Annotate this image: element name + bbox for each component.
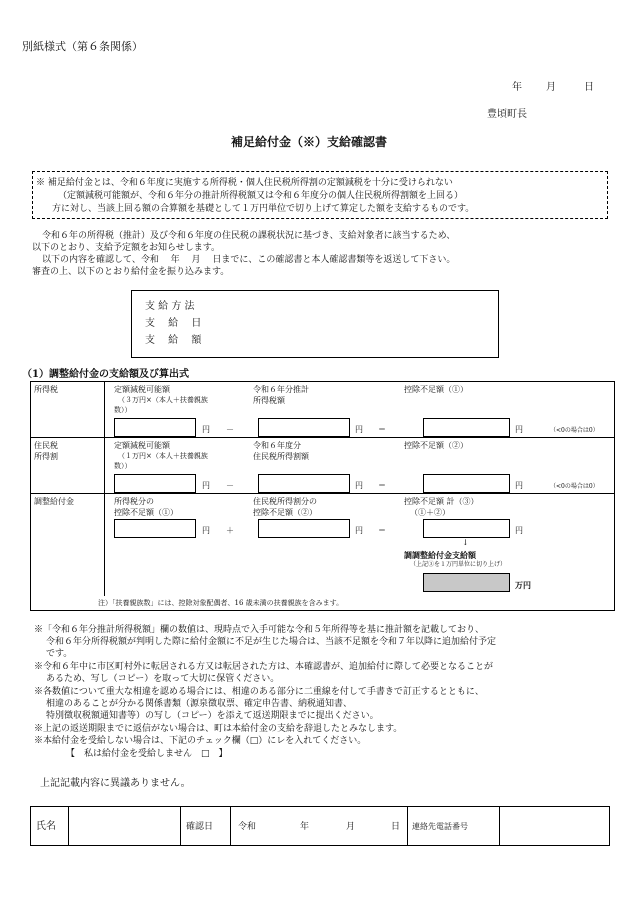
row2-col1-sub: 数）） <box>114 462 132 470</box>
sig-divider <box>180 806 181 846</box>
row3-input-3[interactable] <box>423 519 510 538</box>
year-label: 年 <box>300 822 310 832</box>
yen-unit: 円 <box>515 526 523 535</box>
day-label: 日 <box>391 822 401 832</box>
notice-line: ※ 補足給付金とは、令和６年度に実施する所得税・個人住民税所得割の定額減税を十分に受けられない <box>36 178 453 188</box>
row2-col2-sub: 住民税所得割額 <box>253 452 309 461</box>
result-sub: （上記③を１万円単位に切り上げ） <box>410 561 507 568</box>
row2-input-2[interactable] <box>258 474 350 493</box>
equals-sign: ＝ <box>378 425 386 434</box>
down-arrow-icon: ↓ <box>462 538 469 547</box>
row3-col1-sub: 控除不足額（①） <box>114 508 178 517</box>
sig-divider <box>407 806 408 846</box>
note-line: ※上記の返送期限までに返信がない場合は、町は本給付金の支給を辞退したとみなします。 <box>34 724 403 734</box>
row3-col2-sub: 控除不足額（②） <box>253 508 317 517</box>
calc-heading: （1）調整給付金の支給額及び算出式 <box>22 369 189 380</box>
row2-label: 住民税 <box>34 441 58 450</box>
plus-sign: ＋ <box>226 526 234 535</box>
note-line: 令和６年分所得税額が判明した際に給付金額に不足が生じた場合は、当該不足額を令和７年以降に追加給付予定 <box>46 637 497 647</box>
era-label: 令和 <box>238 822 257 832</box>
name-field[interactable] <box>70 808 178 844</box>
document-title: 補足給付金（※）支給確認書 <box>231 135 388 149</box>
issuer-name: 豊頃町長 <box>487 109 527 120</box>
agreement-text: 上記記載内容に異議ありません。 <box>40 778 191 789</box>
row3-input-2[interactable] <box>258 519 350 538</box>
row1-col3: 控除不足額（①） <box>404 385 468 394</box>
intro-line: 以下のとおり、支給予定額をお知らせします。 <box>32 243 221 253</box>
date-month: 月 <box>546 82 556 93</box>
decline-checkbox-line[interactable]: 【 私は給付金を受給しません □ 】 <box>66 749 228 759</box>
yen-unit: 円 <box>355 526 363 535</box>
notice-line: （定額減税可能額が、令和６年分の推計所得税額又は令和６年度分の個人住民税所得割額を上回る） <box>58 191 464 201</box>
sig-divider <box>499 806 500 846</box>
result-amount-box[interactable] <box>423 573 510 592</box>
yen-unit: 円 <box>202 481 210 490</box>
calc-table <box>30 381 615 611</box>
row2-col3: 控除不足額（②） <box>404 441 468 450</box>
row2-label-sub: 所得割 <box>34 452 58 461</box>
minus-sign: － <box>226 481 234 490</box>
row3-col2: 住民税所得割分の <box>253 497 317 506</box>
row2-col1-sub: （１万円×（本人＋扶養親族 <box>118 452 208 460</box>
row2-input-3[interactable] <box>423 474 510 493</box>
row2-input-1[interactable] <box>114 474 196 493</box>
minus-sign: － <box>226 425 234 434</box>
man-yen-unit: 万円 <box>515 580 531 590</box>
note-line: ※令和６年中に市区町村外に転居される方又は転居された方は、本確認書が、追加給付に際して必要となることが <box>34 662 494 672</box>
notice-line: 方に対し、当該上回る額の合算額を基礎として１万円単位で切り上げて算定した額を支給するものです。 <box>52 204 475 214</box>
row1-col1: 定額減税可能額 <box>114 385 170 394</box>
row-divider <box>30 437 615 438</box>
intro-line: 審査の上、以下のとおり給付金を振り込みます。 <box>32 267 230 277</box>
yen-unit: 円 <box>515 481 523 490</box>
yen-unit: 円 <box>355 425 363 434</box>
note-line: 相違のあることが分かる関係書類（源泉徴収票、確定申告書、納税通知書、 <box>46 699 353 709</box>
date-day: 日 <box>584 82 594 93</box>
phone-label: 連絡先電話番号 <box>412 822 468 831</box>
yen-unit: 円 <box>202 425 210 434</box>
note-line: あるため、写し（コピー）を取って大切に保管ください。 <box>46 674 280 684</box>
calc-footnote: 注）「扶養親族数」には、控除対象配偶者、16 歳未満の扶養親族を含みます。 <box>98 599 344 607</box>
row1-input-2[interactable] <box>258 418 350 437</box>
row1-col1-sub: 数）） <box>114 406 132 414</box>
row1-col1-sub: （３万円×（本人＋扶養親族 <box>118 396 208 404</box>
row3-label: 調整給付金 <box>34 497 74 506</box>
intro-line: 令和６年の所得税（推計）及び令和６年度の住民税の課税状況に基づき、支給対象者に該当するため、 <box>42 231 456 241</box>
equals-sign: ＝ <box>378 526 386 535</box>
confirm-date-label: 確認日 <box>186 822 214 832</box>
date-year: 年 <box>512 82 522 93</box>
yen-unit: 円 <box>355 481 363 490</box>
row1-label: 所得税 <box>34 385 58 394</box>
zero-note: （<0の場合は0） <box>550 427 599 434</box>
row-divider <box>30 493 615 494</box>
row1-col2: 令和６年分推計 <box>253 385 309 394</box>
form-label: 別紙様式（第６条関係） <box>22 40 143 53</box>
result-label: 調調整給付金支給額 <box>404 550 476 560</box>
sig-divider <box>68 806 69 846</box>
note-line: です。 <box>46 649 73 659</box>
yen-unit: 円 <box>202 526 210 535</box>
note-line: ※「令和６年分推計所得税額」欄の数値は、現時点で入手可能な令和５年所得等を基に推計額を記載しており、 <box>34 625 485 635</box>
note-line: 特別徴収税額通知書等）の写し（コピー）を添えて返送期限までに提出ください。 <box>46 711 379 721</box>
payment-amount-label: 支 給 額 <box>145 335 202 346</box>
row3-input-1[interactable] <box>114 519 196 538</box>
name-label: 氏名 <box>36 821 56 832</box>
phone-field[interactable] <box>501 808 608 844</box>
row3-col1: 所得税分の <box>114 497 154 506</box>
row1-input-1[interactable] <box>114 418 196 437</box>
row2-col1: 定額減税可能額 <box>114 441 170 450</box>
payment-method-label: 支 給 方 法 <box>145 301 195 312</box>
payment-date-label: 支 給 日 <box>145 318 202 329</box>
note-line: ※本給付金を受給しない場合は、下記のチェック欄（□）にレを入れてください。 <box>34 736 367 746</box>
row3-col3: 控除不足額 計（③） <box>404 497 479 506</box>
row1-col2-sub: 所得税額 <box>253 396 285 405</box>
col-divider <box>104 381 105 596</box>
month-label: 月 <box>346 822 356 832</box>
row2-col2: 令和６年度分 <box>253 441 301 450</box>
sig-divider <box>230 806 231 846</box>
intro-line: 以下の内容を確認して、令和 年 月 日までに、この確認書と本人確認書類等を返送して下さい。 <box>42 255 456 265</box>
equals-sign: ＝ <box>378 481 386 490</box>
row3-col3-sub: （①＋②） <box>410 508 450 517</box>
note-line: ※各数値について重大な相違を認める場合には、相違のある部分に二重線を付して手書きで訂正するとともに、 <box>34 687 484 697</box>
yen-unit: 円 <box>515 425 523 434</box>
zero-note: （<0の場合は0） <box>550 483 599 490</box>
row1-input-3[interactable] <box>423 418 510 437</box>
